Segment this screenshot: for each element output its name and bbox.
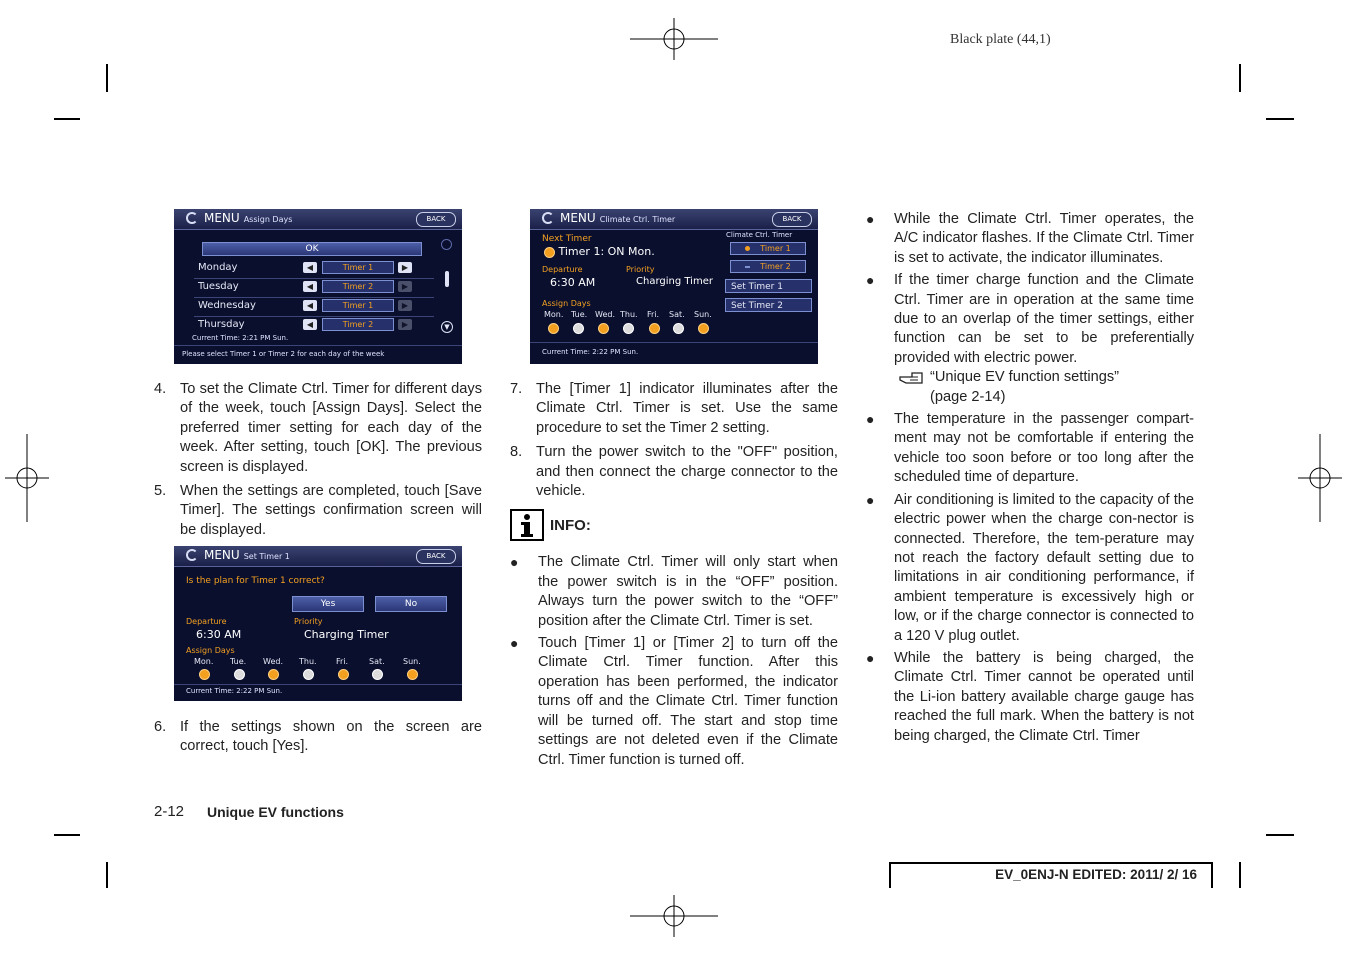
registration-mark-icon	[630, 895, 718, 937]
plate-label: Black plate (44,1)	[950, 32, 1051, 47]
bullet-icon: ●	[510, 635, 519, 652]
row-divider	[194, 297, 434, 298]
section-title: Unique EV functions	[207, 804, 344, 820]
step-5: 5. When the settings are completed, touch [Save Timer]. The settings confirmation screen will be displayed.	[154, 483, 482, 538]
hint-text: Please select Timer 1 or Timer 2 for each day of the week	[182, 350, 385, 358]
timer-select[interactable]: Timer 1	[322, 299, 394, 312]
screen-title: MENU Climate Ctrl. Timer	[560, 211, 676, 225]
registration-mark-icon	[5, 434, 49, 522]
crop-mark	[54, 118, 80, 120]
footer-divider	[530, 342, 818, 343]
clock-icon	[623, 323, 634, 334]
bullet-item: ● Air conditioning is limited to the capacity of the electric power when the charge con-nector is connected. Therefore, the tem-perature may not reach the factory default setting due to limitations in air conditioning performance, if ambient temperature is excessively high or low, or if the charge connector is connected to a 120 V plug outlet.	[866, 491, 1194, 644]
page-number: 2-12	[154, 803, 185, 820]
no-button[interactable]: No	[375, 596, 447, 612]
footer-divider	[174, 684, 462, 685]
screen-header	[530, 209, 818, 230]
info-label: INFO:	[550, 516, 591, 534]
scrollbar[interactable]	[444, 239, 450, 334]
clock-icon	[407, 669, 418, 680]
day-label: Tue.	[571, 310, 588, 319]
day-label: Sun.	[403, 657, 421, 666]
step-4: 4. To set the Climate Ctrl. Timer for different days of the week, touch [Assign Days]. Select the preferred timer setting for each day of the week. After setting, touch [OK]. The previous screen is displayed.	[154, 381, 482, 475]
timer-select[interactable]: Timer 1	[322, 261, 394, 274]
crop-mark	[1239, 64, 1241, 92]
next-timer-value: Timer 1: ON Mon.	[558, 245, 655, 258]
priority-value: Charging Timer	[636, 276, 713, 287]
screen-title: MENU Set Timer 1	[204, 548, 290, 562]
indicator-light-icon	[745, 266, 750, 268]
info-icon	[510, 509, 544, 541]
menu-logo-icon	[186, 212, 198, 224]
right-arrow-button[interactable]: ▶	[398, 319, 412, 330]
ok-button[interactable]: OK	[202, 242, 422, 256]
right-arrow-button[interactable]: ▶	[398, 281, 412, 292]
departure-label: Departure	[186, 617, 227, 626]
back-button[interactable]: BACK	[416, 549, 456, 564]
assign-days-label: Assign Days	[186, 646, 235, 655]
crop-mark	[1239, 862, 1241, 888]
pointing-hand-icon	[898, 370, 924, 386]
step-6: 6. If the settings shown on the screen are correct, touch [Yes].	[154, 719, 482, 755]
edited-stamp: EV_0ENJ-N EDITED: 2011/ 2/ 16	[889, 862, 1213, 888]
day-label: Sat.	[669, 310, 685, 319]
info-bullet: ● The Climate Ctrl. Timer will only start when the power switch is in the “OFF” position. Always turn the power switch to the “OFF” position after the Climate Ctrl. Timer is set.	[510, 554, 838, 629]
registration-mark-icon	[1298, 434, 1342, 522]
timer2-indicator-button[interactable]: Timer 2	[730, 260, 806, 273]
column-1-step6	[154, 718, 482, 762]
departure-label: Departure	[542, 265, 583, 274]
bullet-icon: ●	[510, 554, 519, 571]
priority-label: Priority	[626, 265, 655, 274]
clock-icon	[544, 247, 555, 258]
day-label: Thursday	[198, 319, 245, 330]
column-1-step4	[154, 380, 482, 545]
current-time: Current Time: 2:22 PM Sun.	[186, 687, 283, 695]
bullet-icon: ●	[866, 491, 875, 508]
day-label: Wed.	[263, 657, 283, 666]
clock-icon	[372, 669, 383, 680]
current-time: Current Time: 2:22 PM Sun.	[542, 348, 639, 356]
day-label: Wed.	[595, 310, 615, 319]
reference-page[interactable]: (page 2-14)	[930, 388, 1006, 405]
assign-days-label: Assign Days	[542, 299, 591, 308]
day-label: Mon.	[194, 657, 214, 666]
set-timer-screenshot	[174, 546, 462, 701]
cross-reference	[866, 368, 1194, 407]
registration-mark-icon	[630, 18, 718, 60]
priority-value: Charging Timer	[304, 628, 389, 641]
info-bullet: ● Touch [Timer 1] or [Timer 2] to turn off the Climate Ctrl. Timer function. After this operation has been performed, the indicator turns off and the Climate Ctrl. Timer function will be turned off. The start and stop time settings are not deleted even if the Climate Ctrl. Timer function is turned off.	[510, 635, 838, 768]
bullet-icon: ●	[866, 411, 875, 428]
info-heading	[510, 509, 838, 541]
day-label: Mon.	[544, 310, 564, 319]
crop-mark	[54, 834, 80, 836]
crop-mark	[106, 862, 108, 888]
screen-header	[174, 209, 462, 230]
clock-icon	[268, 669, 279, 680]
priority-label: Priority	[294, 617, 323, 626]
side-title: Climate Ctrl. Timer	[726, 231, 793, 239]
menu-logo-icon	[186, 549, 198, 561]
timer-select[interactable]: Timer 2	[322, 318, 394, 331]
footer-divider	[174, 345, 462, 346]
column-2	[510, 380, 838, 773]
clock-icon	[673, 323, 684, 334]
indicator-light-icon	[745, 246, 750, 251]
bullet-icon: ●	[866, 649, 875, 666]
back-button[interactable]: BACK	[416, 212, 456, 227]
day-label: Fri.	[336, 657, 349, 666]
departure-value: 6:30 AM	[550, 276, 596, 289]
scroll-thumb[interactable]	[445, 271, 449, 287]
scroll-down-icon[interactable]: ▼	[441, 321, 453, 333]
day-label: Thu.	[620, 310, 638, 319]
confirm-question: Is the plan for Timer 1 correct?	[186, 576, 325, 586]
bullet-item: ● While the battery is being charged, the Climate Ctrl. Timer cannot be operated until the Li-ion battery available charge gauge has reached the full mark. When the battery is not being charged, the Climate Ctrl. Timer	[866, 649, 1194, 744]
clock-icon	[598, 323, 609, 334]
back-button[interactable]: BACK	[772, 212, 812, 227]
day-label: Thu.	[299, 657, 317, 666]
set-timer1-button[interactable]: Set Timer 1	[725, 279, 812, 293]
timer-select[interactable]: Timer 2	[322, 280, 394, 293]
day-label: Tue.	[230, 657, 247, 666]
day-label: Tuesday	[198, 281, 239, 292]
step-7: 7. The [Timer 1] indicator illuminates after the Climate Ctrl. Timer is set. Use the same procedure to set the Timer 2 setting.	[510, 381, 838, 436]
clock-icon	[199, 669, 210, 680]
next-timer-row	[544, 245, 655, 258]
scroll-up-icon[interactable]	[441, 239, 452, 250]
crop-mark	[1266, 118, 1294, 120]
day-label: Wednesday	[198, 300, 256, 311]
climate-timer-screenshot	[530, 209, 818, 364]
screen-title: MENU Assign Days	[204, 211, 293, 225]
clock-icon	[234, 669, 245, 680]
bullet-icon: ●	[866, 211, 875, 227]
left-arrow-button[interactable]: ◀	[303, 300, 317, 311]
step-8: 8. Turn the power switch to the "OFF" position, and then connect the charge connector to the vehicle.	[510, 444, 838, 500]
current-time: Current Time: 2:21 PM Sun.	[192, 334, 289, 342]
day-label: Sun.	[694, 310, 712, 319]
set-timer2-button[interactable]: Set Timer 2	[725, 298, 812, 312]
crop-mark	[1266, 834, 1294, 836]
clock-icon	[338, 669, 349, 680]
reference-title[interactable]: “Unique EV function settings”	[930, 369, 1120, 386]
menu-logo-icon	[542, 212, 554, 224]
row-divider	[194, 278, 434, 279]
day-label: Monday	[198, 262, 238, 273]
left-arrow-button[interactable]: ◀	[303, 281, 317, 292]
clock-icon	[303, 669, 314, 680]
departure-value: 6:30 AM	[196, 628, 242, 641]
row-divider	[194, 316, 434, 317]
crop-mark	[106, 64, 108, 92]
clock-icon	[548, 323, 559, 334]
day-label: Fri.	[647, 310, 660, 319]
left-arrow-button[interactable]: ◀	[303, 262, 317, 273]
left-arrow-button[interactable]: ◀	[303, 319, 317, 330]
clock-icon	[698, 323, 709, 334]
clock-icon	[573, 323, 584, 334]
right-arrow-button[interactable]: ▶	[398, 300, 412, 311]
right-arrow-button[interactable]: ▶	[398, 262, 412, 273]
bullet-item: ● While the Climate Ctrl. Timer operates, the A/C indicator flashes. If the Climate Ctrl. Timer is set to activate, the indicator illuminates.	[866, 211, 1194, 266]
bullet-icon: ●	[866, 272, 875, 289]
yes-button[interactable]: Yes	[292, 596, 364, 612]
day-label: Sat.	[369, 657, 385, 666]
next-timer-label: Next Timer	[542, 234, 592, 244]
timer1-indicator-button[interactable]: Timer 1	[730, 242, 806, 255]
bullet-item: ● The temperature in the passenger compart-ment may not be comfortable if entering the vehicle too soon before or too long after the scheduled time of departure.	[866, 411, 1194, 486]
assign-days-screenshot	[174, 209, 462, 364]
column-3	[866, 210, 1194, 749]
screen-header	[174, 546, 462, 567]
clock-icon	[649, 323, 660, 334]
bullet-item: ● If the timer charge function and the Climate Ctrl. Timer are in operation at the same time due to an overlap of the timer settings, either function can be set to be preferentially provided with electric power.	[866, 272, 1194, 366]
